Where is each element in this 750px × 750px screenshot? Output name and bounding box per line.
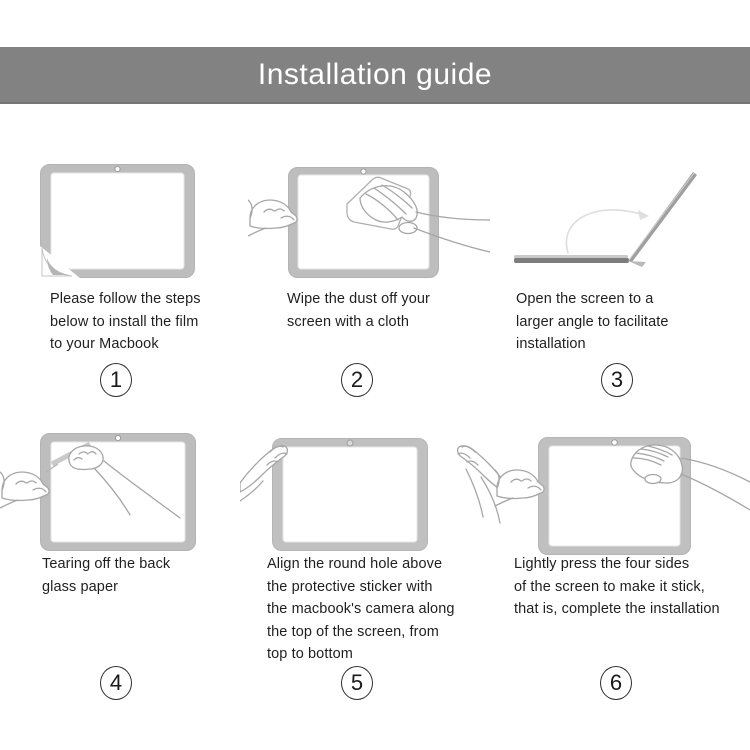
step-caption-line: larger angle to facilitate: [516, 313, 669, 330]
step-6-caption: [514, 553, 720, 621]
step-5-caption: [267, 553, 455, 666]
step-number-badge: 1: [100, 363, 132, 397]
banner: [0, 47, 750, 104]
step-caption-line: installation: [516, 336, 586, 352]
step-2-caption: [287, 288, 430, 333]
step-caption-line: screen with a cloth: [287, 313, 409, 330]
step-caption-line: the top of the screen, from: [267, 623, 439, 640]
step-caption-line: the protective sticker with: [267, 578, 433, 595]
open-laptop-icon: [500, 160, 720, 272]
step-number-badge: 5: [341, 666, 373, 700]
page-title: Installation guide: [257, 57, 493, 91]
step-caption-line: Please follow the steps: [50, 291, 201, 307]
step-1-caption: [50, 288, 201, 356]
holding-hand-icon: [495, 470, 544, 506]
step-3-caption: [516, 288, 669, 356]
step-caption-line: of the screen to make it stick,: [514, 578, 705, 595]
step-caption-line: Open the screen to a: [516, 291, 654, 307]
step-caption-line: to your Macbook: [50, 336, 159, 352]
step-caption-line: top to bottom: [267, 646, 353, 662]
step-4-caption: [42, 553, 170, 598]
step-caption-line: Lightly press the four sides: [514, 556, 690, 572]
step-caption-line: that is, complete the installation: [514, 601, 720, 617]
step-number-badge: 4: [100, 666, 132, 700]
step-number-badge: 6: [600, 666, 632, 700]
step-number-badge: 3: [601, 363, 633, 397]
step-caption-line: Tearing off the back: [42, 556, 171, 572]
step-caption-line: the macbook's camera along: [267, 601, 455, 617]
open-direction-arrow-icon: [566, 210, 644, 253]
step-caption-line: below to install the film: [50, 313, 199, 330]
press-edges-icon: [493, 422, 750, 555]
tablet-peel-corner-icon: [40, 164, 195, 278]
step-caption-line: Align the round hole above: [267, 556, 443, 572]
step-number-badge: 2: [341, 363, 373, 397]
align-film-icon: [240, 425, 505, 556]
tear-backing-icon: [0, 420, 245, 556]
step-caption-line: Wipe the dust off your: [287, 291, 430, 307]
step-caption-line: glass paper: [42, 578, 119, 595]
wipe-screen-icon: [248, 160, 490, 285]
